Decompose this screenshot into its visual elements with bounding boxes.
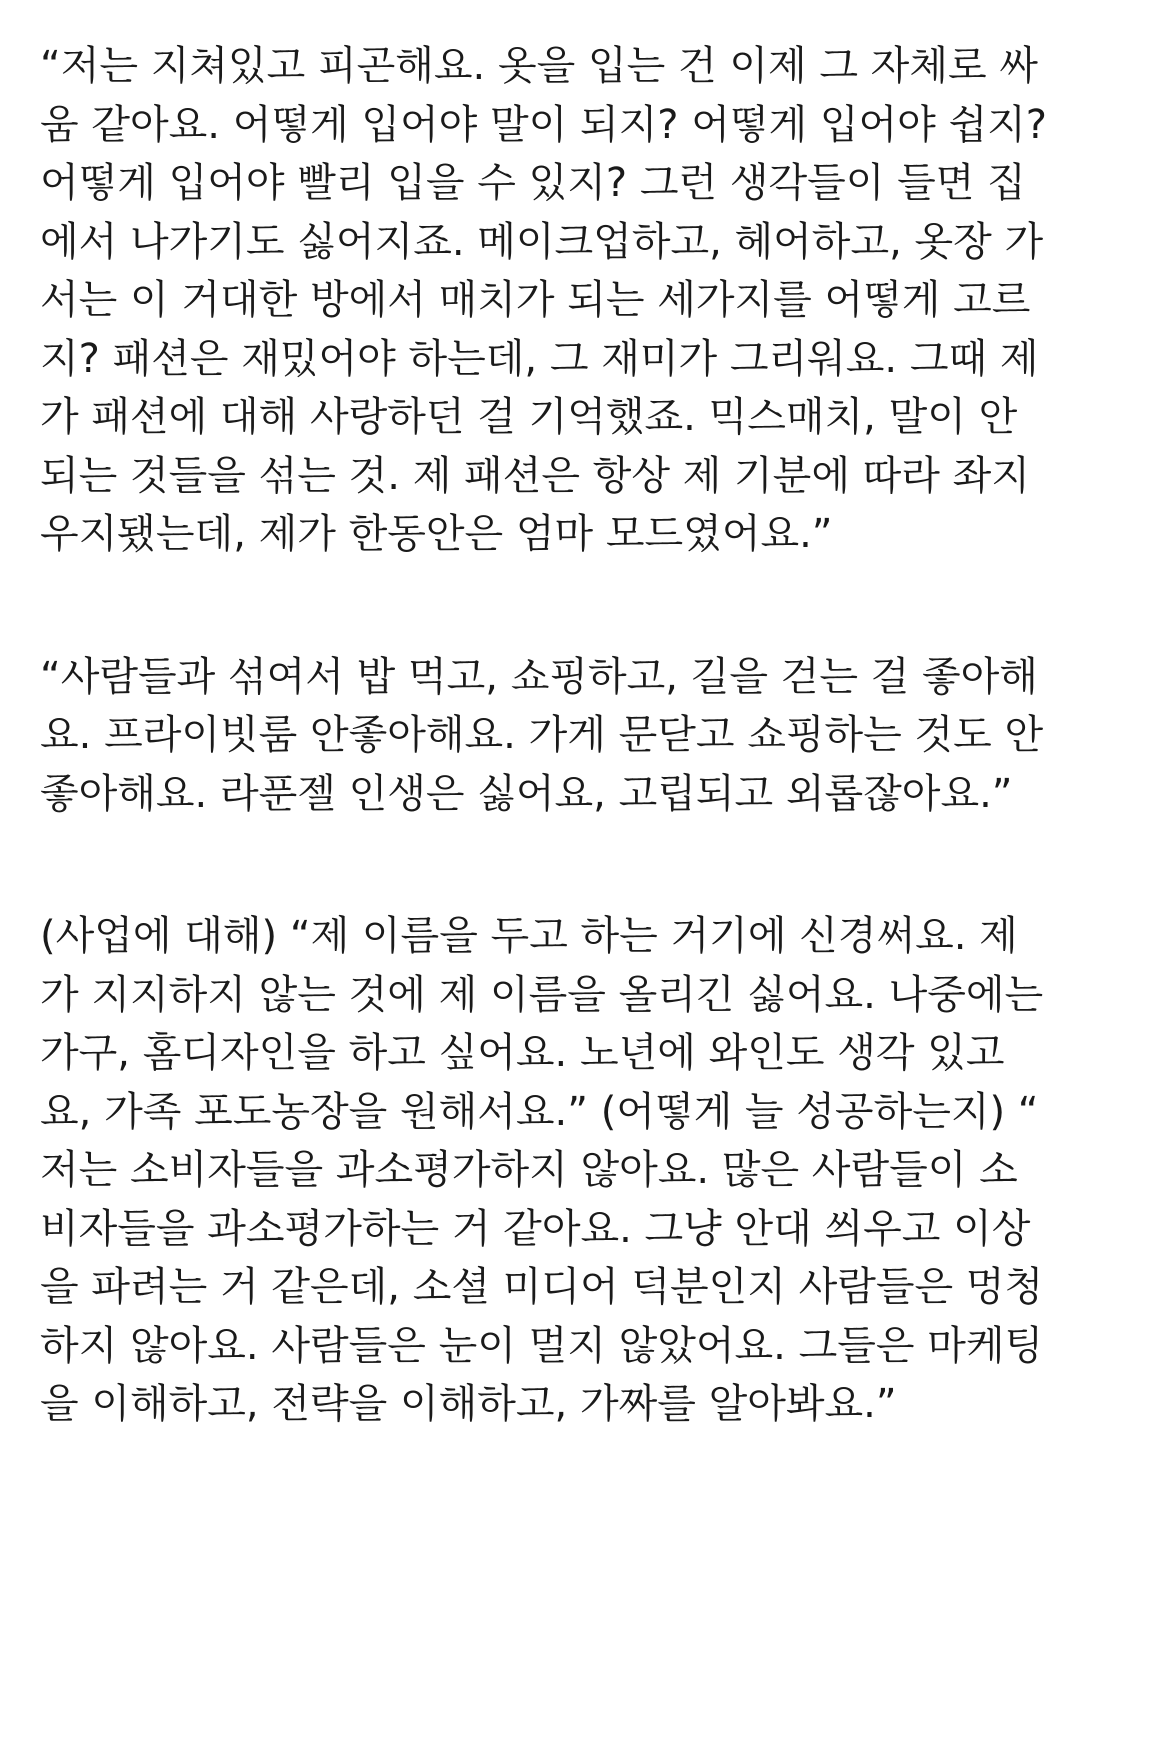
paragraph-2: [40, 648, 1140, 824]
text-line: 지? 패션은 재밌어야 하는데, 그 재미가 그리워요. 그때 제: [40, 335, 1039, 382]
text-line: 요, 가족 포도농장을 원해서요.” (어떻게 늘 성공하는지) “: [40, 1088, 1039, 1135]
text-line: 하지 않아요. 사람들은 눈이 멀지 않았어요. 그들은 마케팅: [40, 1322, 1044, 1369]
article-body: [40, 0, 1140, 1518]
text-line: 가구, 홈디자인을 하고 싶어요. 노년에 와인도 생각 있고: [40, 1030, 1005, 1076]
paragraph-1: [40, 37, 1140, 564]
text-line: 을 이해하고, 전략을 이해하고, 가짜를 알아봐요.”: [40, 1381, 897, 1427]
text-line: 우지됐는데, 제가 한동안은 엄마 모드였어요.”: [40, 511, 833, 557]
text-line: 어떻게 입어야 빨리 입을 수 있지? 그런 생각들이 들면 집: [40, 160, 1026, 206]
text-line: 좋아해요. 라푼젤 인생은 싫어요, 고립되고 외롭잖아요.”: [40, 770, 1013, 817]
text-line: 저는 소비자들을 과소평가하지 않아요. 많은 사람들이 소: [40, 1147, 1018, 1193]
text-line: 비자들을 과소평가하는 거 같아요. 그냥 안대 씌우고 이상: [40, 1205, 1031, 1252]
text-line: 에서 나가기도 싫어지죠. 메이크업하고, 헤어하고, 옷장 가: [40, 218, 1044, 265]
paragraph-3: [40, 907, 1140, 1434]
text-line: (사업에 대해) “제 이름을 두고 하는 거기에 신경써요. 제: [40, 913, 1018, 959]
text-line: 움 같아요. 어떻게 입어야 말이 되지? 어떻게 입어야 쉽지?: [40, 101, 1047, 148]
text-line: 되는 것들을 섞는 것. 제 패션은 항상 제 기분에 따라 좌지: [40, 452, 1030, 499]
text-line: “저는 지쳐있고 피곤해요. 옷을 입는 건 이제 그 자체로 싸: [40, 43, 1038, 89]
text-line: 가 패션에 대해 사랑하던 걸 기억했죠. 믹스매치, 말이 안: [40, 394, 1018, 440]
text-line: 을 파려는 거 같은데, 소셜 미디어 덕분인지 사람들은 멍청: [40, 1264, 1044, 1310]
text-line: 서는 이 거대한 방에서 매치가 되는 세가지를 어떻게 고르: [40, 277, 1031, 323]
text-line: “사람들과 섞여서 밥 먹고, 쇼핑하고, 길을 걷는 걸 좋아해: [40, 653, 1038, 700]
text-line: 요. 프라이빗룸 안좋아해요. 가게 문닫고 쇼핑하는 것도 안: [40, 712, 1044, 758]
text-line: 가 지지하지 않는 것에 제 이름을 올리긴 싫어요. 나중에는: [40, 971, 1044, 1018]
